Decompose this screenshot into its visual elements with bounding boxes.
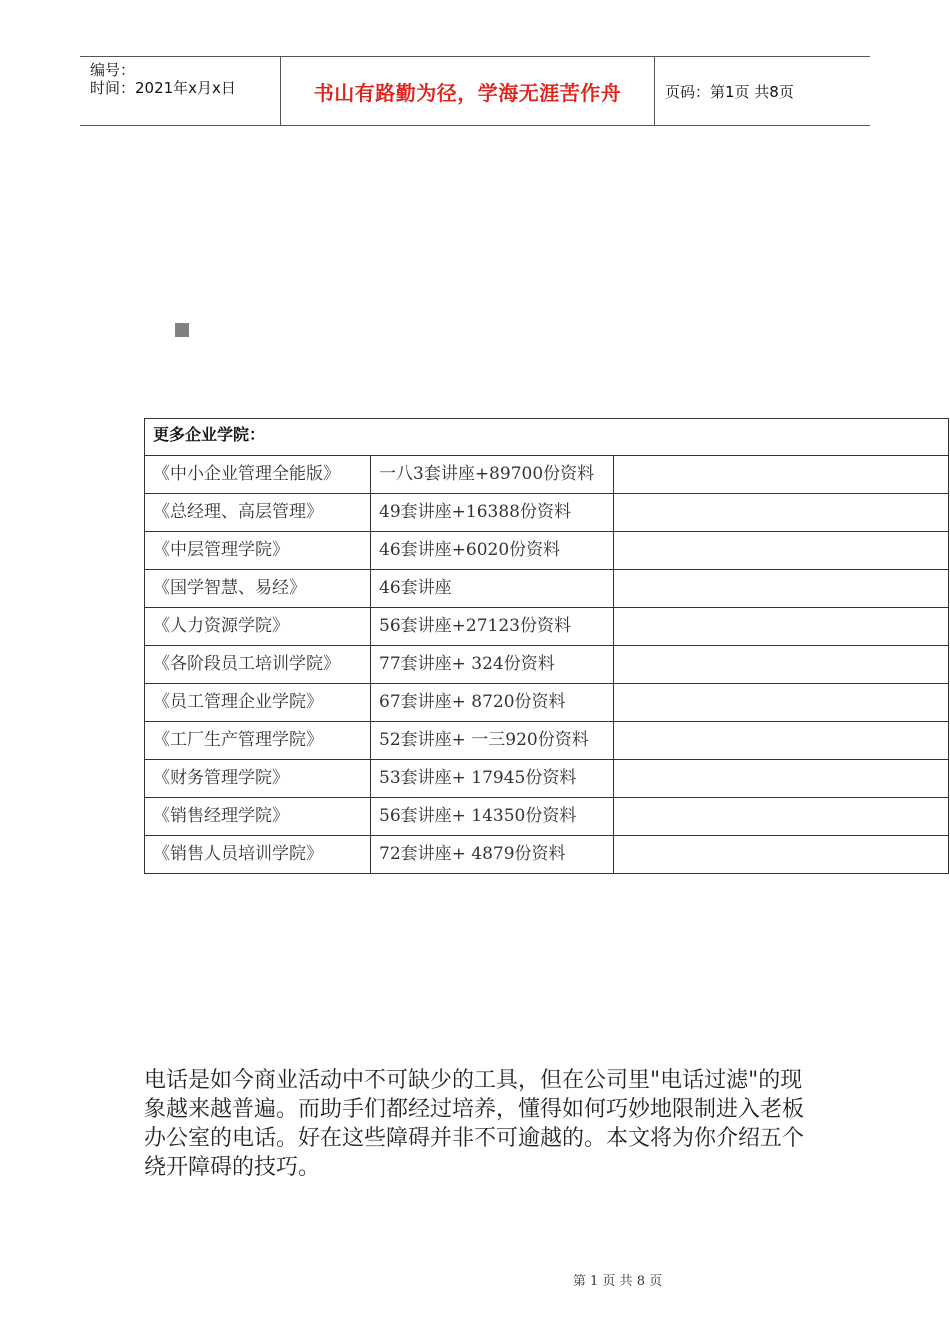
course-content: 46套讲座 [371,570,614,608]
course-content: 56套讲座+27123份资料 [371,608,614,646]
course-content: 77套讲座+ 324份资料 [371,646,614,684]
course-name: 《国学智慧、易经》 [145,570,371,608]
course-content: 72套讲座+ 4879份资料 [371,836,614,874]
header-page-info: 页码：第1页 共8页 [665,82,794,101]
table-row [145,608,949,646]
table-title-row [145,419,949,456]
empty-cell [614,722,949,760]
table-row [145,532,949,570]
empty-cell [614,836,949,874]
empty-cell [614,646,949,684]
course-table [144,418,949,874]
empty-cell [614,608,949,646]
empty-cell [614,798,949,836]
course-name: 《中小企业管理全能版》 [145,456,371,494]
table-row [145,646,949,684]
course-content: 49套讲座+16388份资料 [371,494,614,532]
table-row [145,456,949,494]
table-row [145,570,949,608]
course-content: 46套讲座+6020份资料 [371,532,614,570]
course-name: 《各阶段员工培训学院》 [145,646,371,684]
document-number-label: 编号： [90,61,136,79]
table-row [145,722,949,760]
course-name: 《工厂生产管理学院》 [145,722,371,760]
empty-cell [614,570,949,608]
table-row [145,494,949,532]
course-name: 《人力资源学院》 [145,608,371,646]
page-header [80,56,870,126]
body-paragraph: 电话是如今商业活动中不可缺少的工具，但在公司里"电话过滤"的现象越来越普遍。而助手们都经过培养，懂得如何巧妙地限制进入老板办公室的电话。好在这些障碍并非不可逾越的。本文将为你介绍五个绕开障碍的技巧。 [144,1068,805,1180]
empty-cell [614,532,949,570]
bullet-square-icon [175,323,189,337]
course-content: 56套讲座+ 14350份资料 [371,798,614,836]
header-meta [80,57,281,125]
empty-cell [614,684,949,722]
empty-cell [614,760,949,798]
header-motto: 书山有路勤为径，学海无涯苦作舟 [281,57,655,125]
document-time-label: 时间：2021年x月x日 [90,79,236,97]
table-row [145,836,949,874]
table-title: 更多企业学院： [145,419,949,456]
empty-cell [614,494,949,532]
course-content: 一八3套讲座+89700份资料 [371,456,614,494]
course-name: 《总经理、高层管理》 [145,494,371,532]
course-name: 《销售人员培训学院》 [145,836,371,874]
course-name: 《销售经理学院》 [145,798,371,836]
table-row [145,684,949,722]
empty-cell [614,456,949,494]
course-content: 53套讲座+ 17945份资料 [371,760,614,798]
course-name: 《财务管理学院》 [145,760,371,798]
table-row [145,798,949,836]
course-content: 67套讲座+ 8720份资料 [371,684,614,722]
page-footer: 第 1 页 共 8 页 [572,1274,663,1289]
course-name: 《员工管理企业学院》 [145,684,371,722]
course-name: 《中层管理学院》 [145,532,371,570]
course-content: 52套讲座+ 一三920份资料 [371,722,614,760]
table-row [145,760,949,798]
